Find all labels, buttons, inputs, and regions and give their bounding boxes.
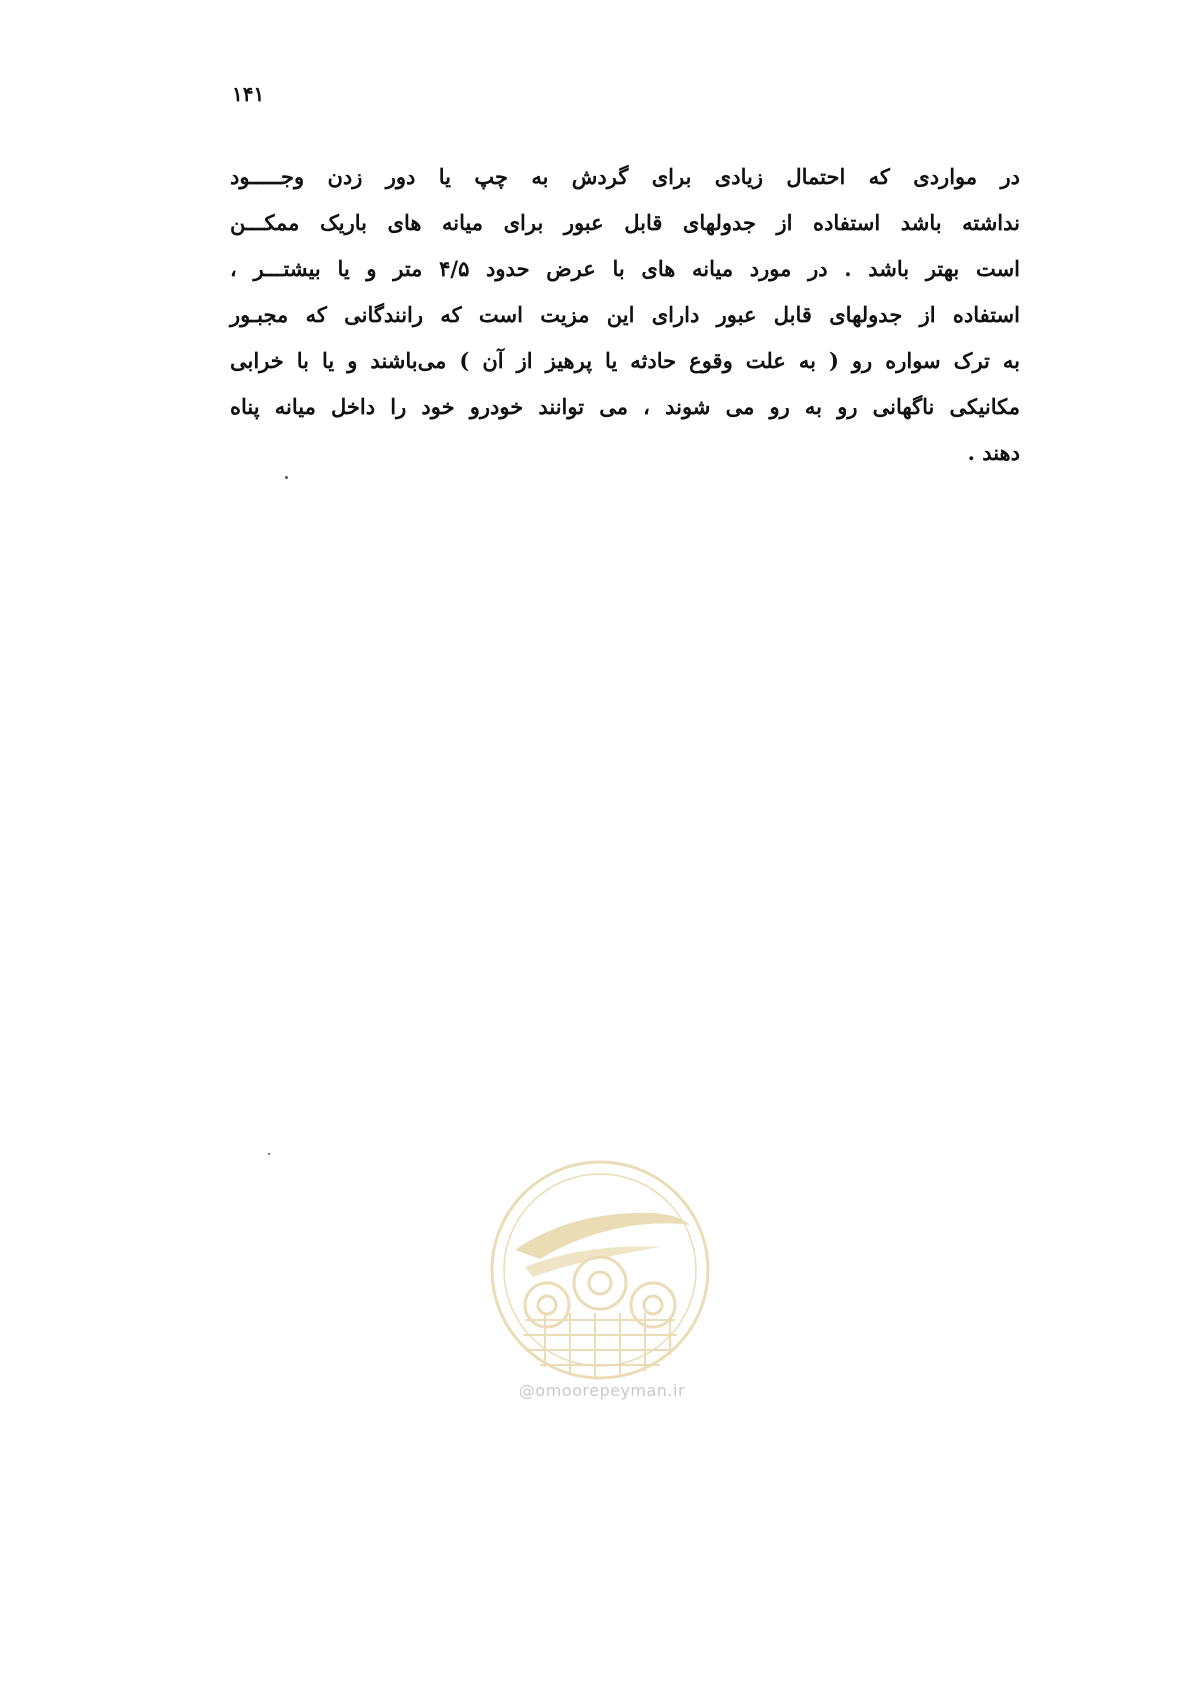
text-line: در مواردی که احتمال زیادی برای گردش به چپ یا دور زدن وجـــــود [230,164,1020,189]
body-paragraph [230,154,1020,476]
watermark-logo [485,1155,715,1385]
text-line: است بهتر باشد . در مورد میانه های با عرض حدود ۴/۵ متر و یا بیشتـــر ، [230,256,1021,281]
text-line: به ترک سواره رو ( به علت وقوع حادثه یا پرهیز از آن ) می‌باشند و یا با خرابی [230,348,1020,373]
text-line: مکانیکی ناگهانی رو به رو می شوند ، می توانند خودرو خود را داخل میانه پناه [230,394,1020,419]
watermark-seal-icon [485,1155,715,1385]
text-line: استفاده از جدولهای قابل عبور دارای این مزیت است که رانندگانی که مجبـور [230,302,1020,327]
text-line: دهند . [967,440,1020,465]
scan-speck [268,1153,270,1155]
page-number: ۱۴۱ [232,82,265,106]
watermark-caption: @omoorepeyman.ir [518,1381,686,1400]
scan-speck [285,476,288,479]
text-line: نداشته باشد استفاده از جدولهای قابل عبور برای میانه های باریک ممکـــن [230,210,1020,235]
